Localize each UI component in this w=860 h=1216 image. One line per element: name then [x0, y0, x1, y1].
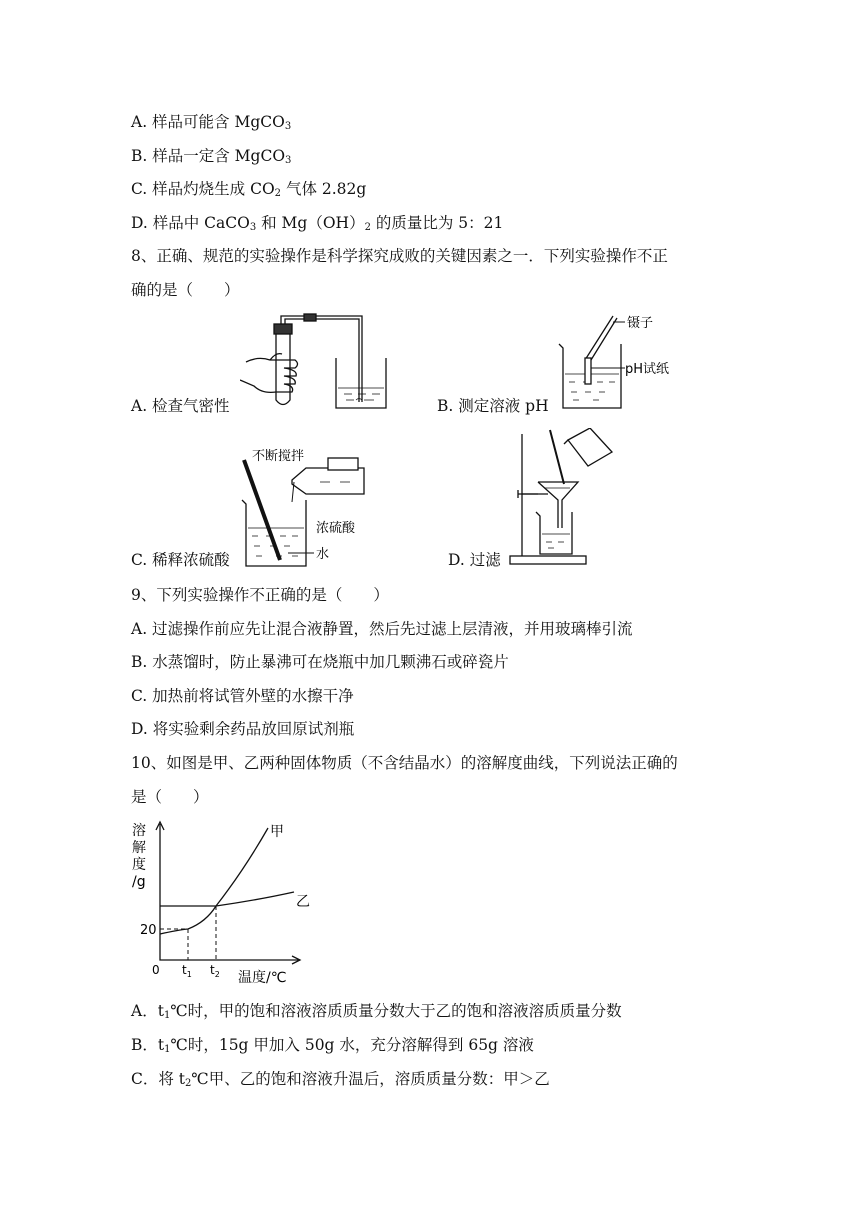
x-axis-label: 温度/℃ — [238, 970, 287, 986]
x-tick-t1: $t_1$ — [182, 963, 192, 979]
q9-stem: 9、下列实验操作不正确的是（ ） — [131, 586, 389, 604]
q10-stem-line1: 10、如图是甲、乙两种固体物质（不含结晶水）的溶解度曲线，下列说法正确的 — [131, 754, 678, 772]
y-tick-20: 20 — [140, 923, 157, 938]
q8-stem-line2: 确的是（ ） — [131, 281, 240, 299]
q8-caption-d: D. 过滤 — [448, 551, 501, 569]
tweezers-label: 镊子 — [627, 316, 654, 331]
solubility-chart — [128, 820, 328, 990]
q7-option-c: C. 样品灼烧生成 $CO_2$ 气体 2.82g — [131, 180, 367, 199]
q8-caption-c: C. 稀释浓硫酸 — [131, 551, 230, 569]
water-label: 水 — [316, 547, 330, 562]
q9-option-d: D. 将实验剩余药品放回原试剂瓶 — [131, 720, 355, 738]
dilute-sulfuric-acid-figure — [236, 428, 406, 570]
y-label-char-3: 度 — [132, 857, 146, 873]
q8-caption-a: A. 检查气密性 — [131, 397, 230, 415]
ph-paper-label: pH试纸 — [625, 362, 670, 377]
airtightness-apparatus-figure — [240, 312, 390, 412]
q8-caption-b: B. 测定溶液 pH — [437, 397, 549, 415]
ph-test-figure — [555, 312, 685, 412]
q10-option-a: A．$t_1℃$时，甲的饱和溶液溶质质量分数大于乙的饱和溶液溶质质量分数 — [131, 1002, 622, 1021]
y-label-char-2: 解 — [132, 840, 146, 856]
q9-option-a: A. 过滤操作前应先让混合液静置，然后先过滤上层清液，并用玻璃棒引流 — [131, 620, 633, 638]
q8-stem-line1: 8、正确、规范的实验操作是科学探究成败的关键因素之一．下列实验操作不正 — [131, 247, 668, 265]
q10-option-c: C．将 $t_2℃$甲、乙的饱和溶液升温后，溶质质量分数：甲＞乙 — [131, 1070, 550, 1089]
q9-option-c: C. 加热前将试管外壁的水擦干净 — [131, 687, 354, 705]
series-jia-label: 甲 — [270, 824, 284, 840]
series-jia-curve — [160, 828, 268, 934]
origin-label: 0 — [152, 963, 160, 977]
y-label-char-1: 溶 — [132, 823, 146, 839]
q7-option-b: B. 样品一定含 MgCO$_3$ — [131, 147, 292, 166]
series-yi-label: 乙 — [296, 894, 310, 910]
chart-axes — [160, 824, 300, 960]
stir-label: 不断搅拌 — [252, 449, 305, 464]
q9-option-b: B. 水蒸馏时，防止暴沸可在烧瓶中加几颗沸石或碎瓷片 — [131, 653, 509, 671]
filtration-figure — [508, 428, 620, 570]
q10-stem-line2: 是（ ） — [131, 788, 209, 806]
q7-option-d: D. 样品中 CaCO$_3$ 和 $Mg(OH)_2$ 的质量比为 5：21 — [131, 214, 504, 233]
q7-option-a: A. 样品可能含 MgCO$_3$ — [131, 113, 292, 132]
series-yi-curve — [160, 892, 294, 906]
acid-label: 浓硫酸 — [316, 521, 356, 536]
q10-option-b: B．$t_1℃$时，15g 甲加入 50g 水，充分溶解得到 65g 溶液 — [131, 1036, 534, 1055]
x-tick-t2: $t_2$ — [210, 963, 220, 979]
y-label-char-4: /g — [132, 874, 146, 890]
